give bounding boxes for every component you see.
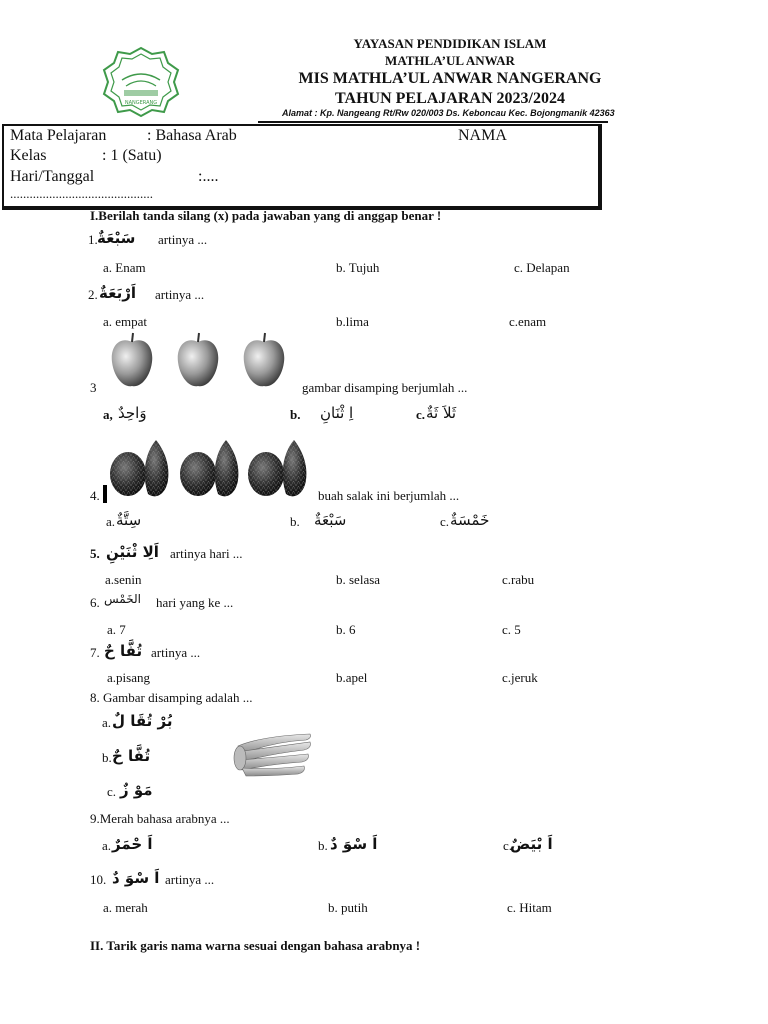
q9-option-c-arabic[interactable]: اَ بْيَضٌ xyxy=(510,835,553,853)
q5-option-b[interactable]: b. selasa xyxy=(336,572,381,587)
q9-option-b-arabic[interactable]: اَ سْوَ دٌ xyxy=(330,835,378,853)
q5-option-c[interactable]: c.rabu xyxy=(502,572,535,587)
apple-icon xyxy=(178,333,219,386)
q6-option-b[interactable]: b. 6 xyxy=(336,622,356,637)
subject-label: Mata Pelajaran xyxy=(10,127,107,144)
q1-option-b[interactable]: b. Tujuh xyxy=(336,260,380,275)
salak-icon xyxy=(110,440,168,496)
q10-arabic: اَ سْوَ دٌ xyxy=(112,869,160,887)
school-logo xyxy=(100,46,182,118)
banana-icon xyxy=(232,728,314,780)
q4-option-a-label[interactable]: a. xyxy=(106,514,116,529)
q7-option-a[interactable]: a.pisang xyxy=(107,670,150,685)
q3-option-b-arabic[interactable]: اِ ثْنَانِ xyxy=(320,404,354,422)
header-address: Alamat : Kp. Nangeang Rt/Rw 020/003 Ds. Keboncau Kec. Bojongmanik 42363 xyxy=(282,108,615,118)
section1-instruction: I.Berilah tanda silang (x) pada jawaban yang di anggap benar ! xyxy=(90,208,442,223)
q3-number: 3 xyxy=(90,380,97,395)
date-dots: ............................................ xyxy=(10,186,153,201)
q2-arabic: اَرْبَعَةٌ xyxy=(99,284,136,302)
q6-option-a[interactable]: a. 7 xyxy=(107,622,126,637)
q2-text: artinya ... xyxy=(155,287,205,302)
salak-icon xyxy=(248,440,306,496)
q7-option-c[interactable]: c.jeruk xyxy=(502,670,538,685)
q9-option-c-label[interactable]: c. xyxy=(503,838,513,853)
q2-option-a[interactable]: a. empat xyxy=(103,314,148,329)
q4-option-a-arabic[interactable]: سِتَّةٌ xyxy=(116,511,142,529)
q4-number: 4. xyxy=(90,488,100,503)
q5-text: artinya hari ... xyxy=(170,546,243,561)
q6-option-c[interactable]: c. 5 xyxy=(502,622,521,637)
name-label: NAMA xyxy=(458,127,507,144)
header-school-name: MIS MATHLA’UL ANWAR NANGERANG xyxy=(298,70,602,87)
q10-option-c[interactable]: c. Hitam xyxy=(507,900,552,915)
q1-number: 1. xyxy=(88,232,98,247)
class-label: Kelas xyxy=(10,147,47,164)
header-academic-year: TAHUN PELAJARAN 2023/2024 xyxy=(335,90,565,107)
q7-text: artinya ... xyxy=(151,645,201,660)
logo-text: NANGERANG xyxy=(124,100,158,106)
q3-text: gambar disamping berjumlah ... xyxy=(302,380,468,395)
q9-text: 9.Merah bahasa arabnya ... xyxy=(90,811,230,826)
q6-number: 6. xyxy=(90,595,100,610)
banana-image xyxy=(232,728,314,780)
q9-option-b-label[interactable]: b. xyxy=(318,838,328,853)
q3-option-b-label[interactable]: b. xyxy=(290,407,301,422)
q1-option-a[interactable]: a. Enam xyxy=(103,260,146,275)
q10-option-a[interactable]: a. merah xyxy=(103,900,148,915)
q3-option-a-arabic[interactable]: وَاحِدٌ xyxy=(118,404,147,422)
q5-number: 5. xyxy=(90,546,100,561)
q8-option-c-arabic[interactable]: مَوْ زٌ xyxy=(120,781,153,799)
apples-image xyxy=(102,330,296,394)
q4-option-c-arabic[interactable]: خَمْسَةٌ xyxy=(450,511,490,529)
q7-option-b[interactable]: b.apel xyxy=(336,670,368,685)
apple-icon xyxy=(112,333,153,386)
q4-option-b-label[interactable]: b. xyxy=(290,514,300,529)
date-label: Hari/Tanggal xyxy=(10,168,95,185)
q10-number: 10. xyxy=(90,872,107,887)
q8-option-b-arabic[interactable]: تُفَّا حٌ xyxy=(112,747,151,765)
q10-option-b[interactable]: b. putih xyxy=(328,900,368,915)
subject-value: : Bahasa Arab xyxy=(147,127,237,144)
q7-number: 7. xyxy=(90,645,100,660)
header-foundation: YAYASAN PENDIDIKAN ISLAM xyxy=(353,36,547,51)
q3-option-c-label[interactable]: c. xyxy=(416,407,426,422)
q7-arabic: تُفَّا حٌ xyxy=(104,642,143,660)
q2-option-c[interactable]: c.enam xyxy=(509,314,547,329)
q8-option-c-label[interactable]: c. xyxy=(107,784,117,799)
q6-text: hari yang ke ... xyxy=(156,595,234,610)
q2-option-b[interactable]: b.lima xyxy=(336,314,369,329)
apple-icon xyxy=(244,333,285,386)
q4-option-b-arabic[interactable]: سَبْعَةٌ xyxy=(314,511,347,529)
class-value: : 1 (Satu) xyxy=(102,147,162,164)
date-value: :.... xyxy=(198,168,219,185)
q8-option-a-label[interactable]: a. xyxy=(102,715,112,730)
q1-arabic: سَبْعَةٌ xyxy=(97,229,136,247)
q10-text: artinya ... xyxy=(165,872,215,887)
q8-text: 8. Gambar disamping adalah ... xyxy=(90,690,253,705)
q4-option-c-label[interactable]: c. xyxy=(440,514,450,529)
header-divider xyxy=(258,121,608,123)
q8-option-b-label[interactable]: b. xyxy=(102,750,112,765)
q3-option-a-label[interactable]: a, xyxy=(103,407,113,422)
q5-option-a[interactable]: a.senin xyxy=(105,572,142,587)
salak-fruit-image xyxy=(106,436,312,502)
q9-option-a-arabic[interactable]: اَ حْمَرٌ xyxy=(112,835,153,853)
q5-arabic: اَلِا ثْنَيْنِ xyxy=(106,543,159,561)
q3-option-c-arabic[interactable]: ثَلاَ ثَةٌ xyxy=(426,404,457,422)
q2-number: 2. xyxy=(88,287,98,302)
q8-option-a-arabic[interactable]: بُرْ تُقَا لٌ xyxy=(112,712,173,730)
q1-option-c[interactable]: c. Delapan xyxy=(514,260,570,275)
header-organization: MATHLA’UL ANWAR xyxy=(385,53,515,68)
q9-option-a-label[interactable]: a. xyxy=(102,838,112,853)
q1-text: artinya ... xyxy=(158,232,208,247)
q6-arabic: الخَمْس xyxy=(104,592,141,606)
q4-text: buah salak ini berjumlah ... xyxy=(318,488,460,503)
salak-icon xyxy=(180,440,238,496)
section2-instruction: II. Tarik garis nama warna sesuai dengan bahasa arabnya ! xyxy=(90,938,421,953)
black-mark xyxy=(103,485,107,503)
